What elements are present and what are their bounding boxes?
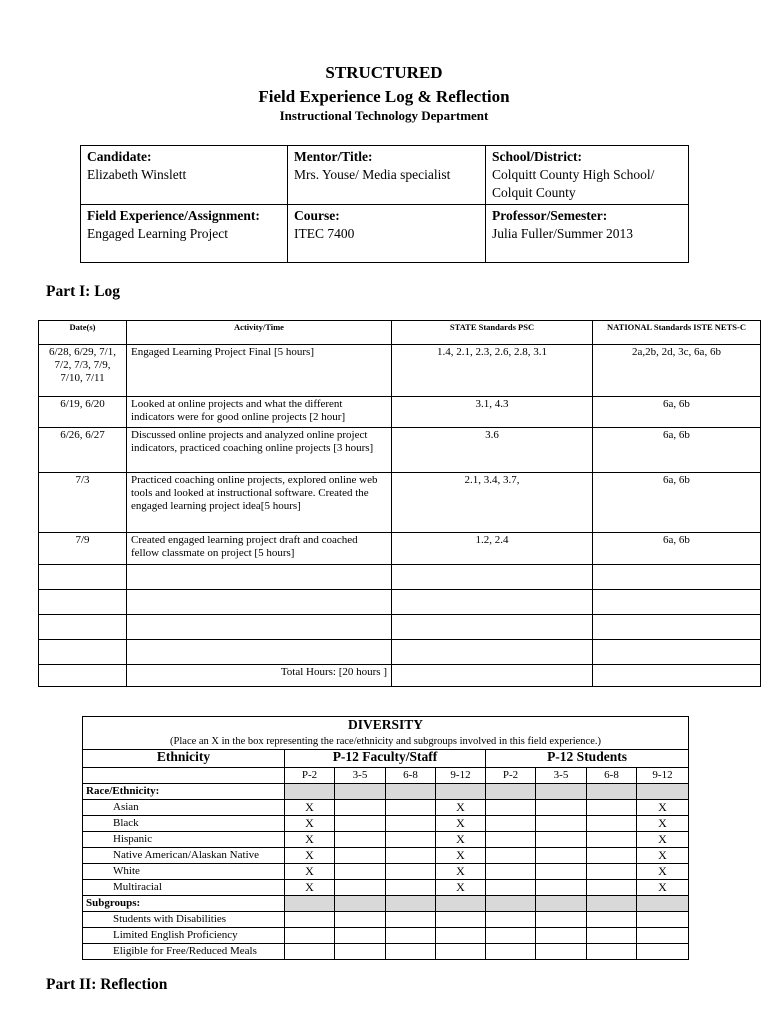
department-name: Instructional Technology Department: [279, 108, 489, 123]
grade-label: P-2: [486, 767, 536, 783]
checkbox-cell[interactable]: [486, 847, 536, 863]
checkbox-cell[interactable]: X: [285, 799, 335, 815]
part2-heading: Part II: Reflection: [46, 976, 168, 993]
table-row: [83, 927, 689, 943]
checkbox-cell[interactable]: [335, 927, 386, 943]
grade-label: 3-5: [536, 767, 587, 783]
mentor-cell: [288, 146, 486, 205]
checkbox-cell[interactable]: [536, 847, 587, 863]
table-row: [83, 847, 689, 863]
checkbox-cell[interactable]: [536, 815, 587, 831]
checkbox-cell[interactable]: [587, 911, 637, 927]
empty-row: [39, 640, 761, 665]
professor-value: Julia Fuller/Summer 2013: [492, 226, 633, 241]
checkbox-cell[interactable]: [587, 815, 637, 831]
checkbox-cell[interactable]: [335, 863, 386, 879]
checkbox-cell[interactable]: X: [637, 879, 689, 895]
school-cell: [486, 146, 689, 205]
checkbox-cell[interactable]: [587, 943, 637, 959]
diversity-title: DIVERSITY: [83, 717, 689, 735]
course-cell: [288, 205, 486, 263]
table-row: [39, 533, 761, 565]
checkbox-cell[interactable]: [386, 799, 436, 815]
race-category-label: Race/Ethnicity:: [83, 783, 285, 799]
checkbox-cell[interactable]: [486, 831, 536, 847]
checkbox-cell[interactable]: [486, 911, 536, 927]
checkbox-cell[interactable]: [587, 863, 637, 879]
checkbox-cell[interactable]: [486, 863, 536, 879]
empty-row: [39, 615, 761, 640]
assignment-value: Engaged Learning Project: [87, 226, 228, 241]
ethnicity-label: Ethnicity: [83, 749, 285, 767]
checkbox-cell[interactable]: [335, 799, 386, 815]
checkbox-cell[interactable]: [335, 879, 386, 895]
info-table: [80, 145, 689, 263]
checkbox-cell[interactable]: X: [436, 863, 486, 879]
checkbox-cell[interactable]: [285, 911, 335, 927]
log-state: 2.1, 3.4, 3.7,: [392, 473, 593, 533]
diversity-instructions: (Place an X in the box representing the race/ethnicity and subgroups involved in this field experience.): [83, 735, 689, 750]
checkbox-cell[interactable]: [536, 911, 587, 927]
checkbox-cell[interactable]: [587, 799, 637, 815]
log-date: 6/19, 6/20: [39, 397, 127, 428]
checkbox-cell[interactable]: X: [285, 847, 335, 863]
log-national: 2a,2b, 2d, 3c, 6a, 6b: [593, 345, 761, 397]
professor-label: Professor/Semester:: [492, 208, 608, 223]
document-title: STRUCTURED: [325, 63, 443, 82]
race-name: Multiracial: [83, 879, 285, 895]
checkbox-cell[interactable]: [335, 831, 386, 847]
log-state: 1.4, 2.1, 2.3, 2.6, 2.8, 3.1: [392, 345, 593, 397]
grade-label: 9-12: [637, 767, 689, 783]
race-name: Black: [83, 815, 285, 831]
table-row: [39, 345, 761, 397]
checkbox-cell[interactable]: [536, 831, 587, 847]
checkbox-cell[interactable]: [285, 927, 335, 943]
checkbox-cell[interactable]: [285, 943, 335, 959]
candidate-value: Elizabeth Winslett: [87, 167, 187, 182]
checkbox-cell[interactable]: X: [285, 815, 335, 831]
professor-cell: [486, 205, 689, 263]
log-date: 6/26, 6/27: [39, 428, 127, 473]
course-label: Course:: [294, 208, 340, 223]
candidate-cell: [81, 146, 288, 205]
grade-label: P-2: [285, 767, 335, 783]
table-row: [39, 473, 761, 533]
log-header-activity: Activity/Time: [127, 321, 392, 345]
checkbox-cell[interactable]: [436, 927, 486, 943]
checkbox-cell[interactable]: [587, 847, 637, 863]
grade-label: 3-5: [335, 767, 386, 783]
race-name: Hispanic: [83, 831, 285, 847]
checkbox-cell[interactable]: [386, 815, 436, 831]
checkbox-cell[interactable]: X: [637, 831, 689, 847]
subgroup-name: Eligible for Free/Reduced Meals: [83, 943, 285, 959]
log-header-state: STATE Standards PSC: [392, 321, 593, 345]
checkbox-cell[interactable]: [386, 879, 436, 895]
log-header-date: Date(s): [39, 321, 127, 345]
table-row: [83, 879, 689, 895]
grade-label: 9-12: [436, 767, 486, 783]
race-name: Native American/Alaskan Native: [83, 847, 285, 863]
checkbox-cell[interactable]: [536, 863, 587, 879]
checkbox-cell[interactable]: [587, 927, 637, 943]
checkbox-cell[interactable]: [436, 911, 486, 927]
checkbox-cell[interactable]: [386, 927, 436, 943]
assignment-cell: [81, 205, 288, 263]
assignment-label: Field Experience/Assignment:: [87, 208, 260, 223]
subgroup-name: Students with Disabilities: [83, 911, 285, 927]
table-row: [83, 911, 689, 927]
mentor-value: Mrs. Youse/ Media specialist: [294, 167, 451, 182]
checkbox-cell[interactable]: [486, 879, 536, 895]
checkbox-cell[interactable]: [486, 799, 536, 815]
log-header-national: NATIONAL Standards ISTE NETS-C: [593, 321, 761, 345]
checkbox-cell[interactable]: [386, 863, 436, 879]
checkbox-cell[interactable]: X: [285, 879, 335, 895]
log-national: 6a, 6b: [593, 533, 761, 565]
checkbox-cell[interactable]: [637, 927, 689, 943]
table-row: [39, 397, 761, 428]
checkbox-cell[interactable]: [536, 799, 587, 815]
checkbox-cell[interactable]: [536, 927, 587, 943]
log-activity: Practiced coaching online projects, explored online web tools and looked at instructional software. Created the engaged learning project idea[5 hours]: [127, 473, 392, 533]
checkbox-cell[interactable]: X: [436, 799, 486, 815]
checkbox-cell[interactable]: X: [637, 847, 689, 863]
checkbox-cell[interactable]: X: [436, 879, 486, 895]
part1-heading: Part I: Log: [46, 283, 121, 300]
checkbox-cell[interactable]: X: [637, 815, 689, 831]
checkbox-cell[interactable]: [486, 927, 536, 943]
checkbox-cell[interactable]: X: [285, 831, 335, 847]
log-national: 6a, 6b: [593, 428, 761, 473]
checkbox-cell[interactable]: [637, 911, 689, 927]
race-name: Asian: [83, 799, 285, 815]
checkbox-cell[interactable]: [587, 831, 637, 847]
table-row: [39, 428, 761, 473]
checkbox-cell[interactable]: [335, 943, 386, 959]
log-state: 3.6: [392, 428, 593, 473]
checkbox-cell[interactable]: [536, 943, 587, 959]
course-value: ITEC 7400: [294, 226, 355, 241]
log-table: [38, 320, 761, 687]
log-date: 6/28, 6/29, 7/1, 7/2, 7/3, 7/9, 7/10, 7/11: [39, 345, 127, 397]
log-date: 7/3: [39, 473, 127, 533]
grade-label: 6-8: [587, 767, 637, 783]
table-row: [83, 943, 689, 959]
total-hours: Total Hours: [20 hours ]: [127, 665, 392, 687]
empty-row: [39, 565, 761, 590]
checkbox-cell[interactable]: [335, 911, 386, 927]
school-label: School/District:: [492, 149, 582, 164]
checkbox-cell[interactable]: X: [436, 815, 486, 831]
document-subtitle: Field Experience Log & Reflection: [258, 87, 510, 106]
checkbox-cell[interactable]: [386, 847, 436, 863]
checkbox-cell[interactable]: [386, 911, 436, 927]
mentor-label: Mentor/Title:: [294, 149, 373, 164]
subgroup-name: Limited English Proficiency: [83, 927, 285, 943]
log-activity: Created engaged learning project draft and coached fellow classmate on project [5 hours]: [127, 533, 392, 565]
checkbox-cell[interactable]: [486, 943, 536, 959]
log-national: 6a, 6b: [593, 397, 761, 428]
subgroup-category-label: Subgroups:: [83, 895, 285, 911]
checkbox-cell[interactable]: X: [285, 863, 335, 879]
checkbox-cell[interactable]: X: [637, 863, 689, 879]
table-row: [83, 831, 689, 847]
diversity-table: [82, 716, 689, 960]
log-activity: Looked at online projects and what the different indicators were for good online projects [2 hour]: [127, 397, 392, 428]
table-row: [83, 815, 689, 831]
checkbox-cell[interactable]: [587, 879, 637, 895]
school-value: Colquitt County High School/ Colquit County: [492, 167, 655, 200]
race-name: White: [83, 863, 285, 879]
checkbox-cell[interactable]: [335, 847, 386, 863]
table-row: [83, 863, 689, 879]
checkbox-cell[interactable]: X: [637, 799, 689, 815]
checkbox-cell[interactable]: X: [436, 847, 486, 863]
total-row: [39, 665, 761, 687]
empty-row: [39, 590, 761, 615]
table-row: [83, 799, 689, 815]
checkbox-cell[interactable]: [486, 815, 536, 831]
subgroup-category-row: [83, 895, 689, 911]
log-state: 3.1, 4.3: [392, 397, 593, 428]
grade-label: 6-8: [386, 767, 436, 783]
log-activity: Discussed online projects and analyzed online project indicators, practiced coaching online projects [3 hours]: [127, 428, 392, 473]
group-faculty-label: P-12 Faculty/Staff: [285, 749, 486, 767]
candidate-label: Candidate:: [87, 149, 152, 164]
checkbox-cell[interactable]: [436, 943, 486, 959]
log-state: 1.2, 2.4: [392, 533, 593, 565]
log-date: 7/9: [39, 533, 127, 565]
checkbox-cell[interactable]: [536, 879, 587, 895]
checkbox-cell[interactable]: [386, 831, 436, 847]
checkbox-cell[interactable]: [335, 815, 386, 831]
checkbox-cell[interactable]: X: [436, 831, 486, 847]
log-national: 6a, 6b: [593, 473, 761, 533]
log-activity: Engaged Learning Project Final [5 hours]: [127, 345, 392, 397]
race-category-row: [83, 783, 689, 799]
checkbox-cell[interactable]: [637, 943, 689, 959]
group-students-label: P-12 Students: [486, 749, 689, 767]
checkbox-cell[interactable]: [386, 943, 436, 959]
grade-header-row: [83, 767, 689, 783]
